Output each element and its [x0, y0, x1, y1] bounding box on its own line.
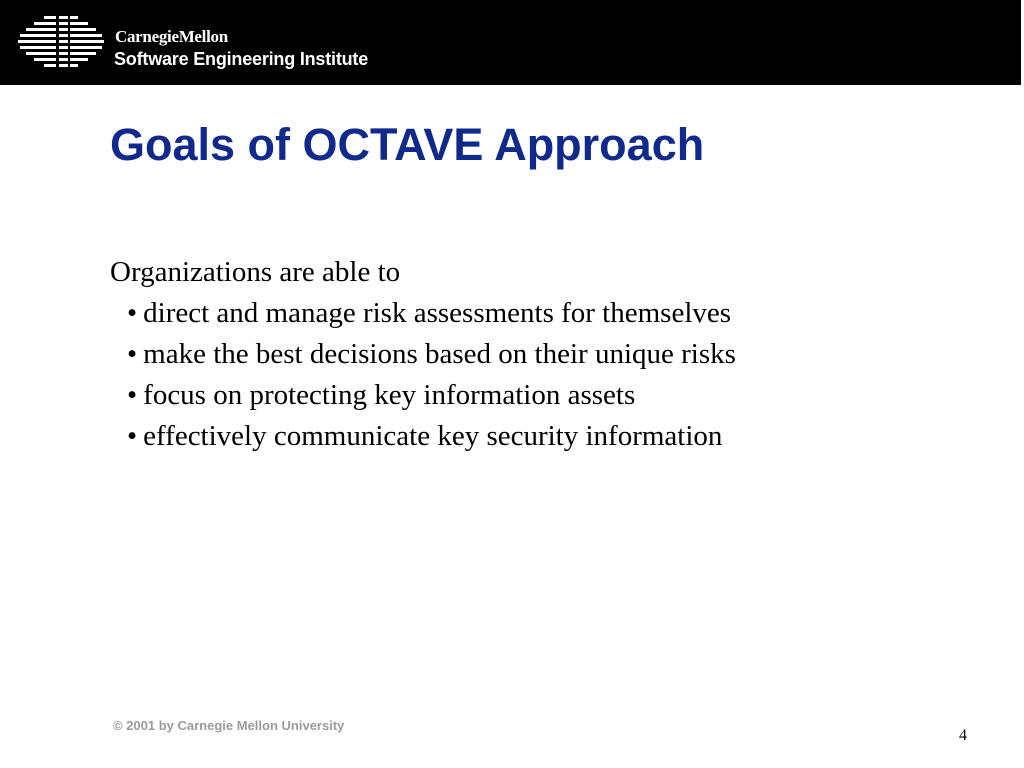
- list-item: [127, 416, 736, 457]
- list-item-text: focus on protecting key information assets: [143, 379, 636, 411]
- bullet-icon: •: [127, 297, 138, 329]
- bullet-icon: •: [127, 420, 138, 452]
- bullet-icon: •: [127, 379, 138, 411]
- list-item-text: effectively communicate key security information: [143, 420, 723, 452]
- goals-list: [110, 293, 736, 457]
- bullet-icon: •: [127, 338, 138, 370]
- copyright-text: © 2001 by Carnegie Mellon University: [113, 718, 345, 733]
- list-item: [127, 334, 736, 375]
- list-item: [127, 293, 736, 334]
- page-number: 4: [959, 727, 967, 744]
- list-item-text: direct and manage risk assessments for themselves: [143, 297, 732, 329]
- logo-sei-name: Software Engineering Institute: [114, 49, 369, 69]
- intro-text: Organizations are able to: [110, 256, 401, 288]
- list-item: [127, 375, 736, 416]
- list-item-text: make the best decisions based on their unique risks: [143, 338, 736, 370]
- slide-body: [110, 252, 736, 457]
- header-bar: [0, 0, 1024, 85]
- logo-carnegie-mellon: CarnegieMellon: [115, 27, 228, 46]
- sei-logo-icon: [18, 14, 104, 68]
- slide-title: Goals of OCTAVE Approach: [110, 119, 705, 170]
